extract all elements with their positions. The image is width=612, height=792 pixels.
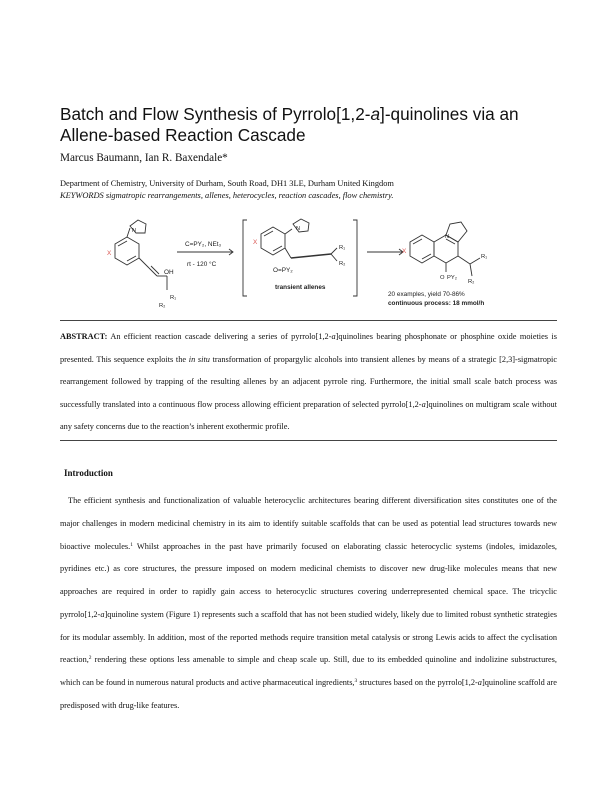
abstract-top-rule <box>60 320 557 321</box>
result-flow: continuous process: 18 mmol/h <box>388 300 485 307</box>
atom-o-product: O <box>440 275 445 281</box>
reaction-scheme <box>85 206 535 316</box>
substituent-r2-product: R₂ <box>468 279 475 285</box>
abstract-bottom-rule <box>60 440 557 441</box>
keywords: KEYWORDS sigmatropic rearrangements, allenes, heterocycles, reaction cascades, flow chemistry. <box>60 191 394 200</box>
phosphine-oxide-mid: O=PY₂ <box>273 267 293 274</box>
author-list: Marcus Baumann, Ian R. Baxendale* <box>60 152 228 164</box>
substituent-r1-left: R₁ <box>170 295 177 301</box>
bracket-left <box>243 220 247 296</box>
atom-py-product: PY₂ <box>447 275 457 281</box>
atom-n-product: N <box>445 234 449 240</box>
citation-3: 3 <box>354 678 358 684</box>
intermediate-label: transient allenes <box>275 284 326 291</box>
atom-n-left: N <box>132 228 136 234</box>
substituent-x-mid: X <box>253 239 258 246</box>
abstract-text: ABSTRACT: An efficient reaction cascade delivering a series of pyrrolo[1,2-a]quinolines bearing phosphonate or phosphine oxide moieties is presented. This sequence exploits the in situ transformation of propargylic alcohols into transient allenes by means of a strategic [2,3]-sigmatropic rearrangement followed by trapping of the resulting allenes by an adjacent pyrrole ring. Furthermore, the initial small scale batch process was successfully translated into a continuous flow process allowing efficient preparation of selected pyrrolo[1,2-a]quinolines on multigram scale without any safety concerns due to the reaction’s inherent exothermic profile. <box>60 332 558 432</box>
hydroxyl-group: OH <box>164 269 174 276</box>
citation-2: 2 <box>88 655 92 662</box>
citation-1: 1 <box>130 541 133 548</box>
reagents-bottom: rt - 120 °C <box>187 261 217 268</box>
section-heading-introduction: Introduction <box>64 468 113 478</box>
paper-title: Batch and Flow Synthesis of Pyrrolo[1,2-a]-quinolines via an Allene-based Reaction Cascade <box>60 104 519 145</box>
substituent-r1-product: R₁ <box>481 254 488 260</box>
introduction-paragraph: The efficient synthesis and functionalization of valuable heterocyclic architectures bearing different diversification sites constitutes one of the major challenges in modern medicinal chemistry in its aim to identify suitable scaffolds that can be used as potential lead structures towards new bioactive molecules.$^1$ Whilst approaches in the past have primarily focused on elaborating classic heterocyclic systems (indoles, imidazoles, pyridines etc.) as core structures, the pressure imposed on modern medicinal chemists to discover new drug-like molecules means that new approaches are required in order to rapidly gain access to heterocyclic structures covering underrepresented chemical space. The tricyclic pyrrolo[1,2-a]quinoline system (Figure 1) represents such a scaffold that has not been studied widely, likely due to limited robust synthetic strategies for its modular assembly. In addition, most of the reported methods require transition metal catalysis or strong Lewis acids to affect the cyclisation reaction,$^2$ rendering these options less amenable to simple and cheap scale up. Still, due to its embedded quinoline and indolizine substructures, which can be found in numerous natural products and active pharmaceutical ingredients,$^3$ structures based on the pyrrolo[1,2-a]quinoline scaffold are predisposed with drug-like features. <box>60 496 557 710</box>
substituent-r2-left: R₂ <box>159 303 166 309</box>
bracket-right <box>353 220 357 296</box>
result-yield: 20 examples, yield 70-86% <box>388 291 465 298</box>
substituent-r1-mid: R₁ <box>339 245 346 251</box>
substituent-x-left: X <box>107 250 112 257</box>
substituent-x-product: X <box>402 248 407 255</box>
atom-n-mid: N <box>296 226 300 232</box>
reagents-top: C=PY₂, NEt₃ <box>185 241 222 248</box>
affiliation: Department of Chemistry, University of Durham, South Road, DH1 3LE, Durham United Kingdom <box>60 179 394 188</box>
pyrrole-ring-product <box>446 222 467 242</box>
substituent-r2-mid: R₂ <box>339 261 346 267</box>
